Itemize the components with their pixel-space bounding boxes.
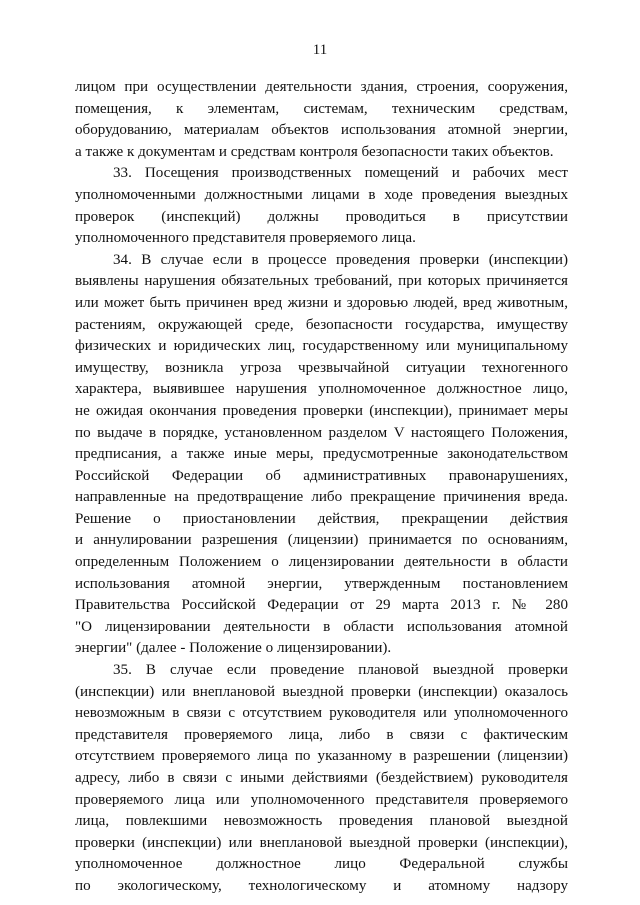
text-line: представителя проверяемого лица, либо в связи с фактическим	[75, 726, 568, 743]
text-line: использования атомной энергии, утвержденным постановлением	[75, 575, 568, 592]
text-line: уполномоченного представителя проверяемого лица.	[75, 230, 416, 247]
text-line: проверяемого лица или уполномоченного представителя проверяемого	[75, 791, 568, 808]
text-line: предписания, а также иные меры, предусмотренные законодательством	[75, 446, 568, 463]
text-line: и аннулировании разрешения (лицензии) принимается по основаниям,	[75, 532, 568, 549]
text-line: 34. В случае если в процессе проведения проверки (инспекции)	[113, 251, 568, 268]
text-line: Решение о приостановлении действия, прекращении действия	[75, 510, 568, 527]
text-line: направленные на предотвращение либо прекращение причинения вреда.	[75, 489, 568, 506]
text-line: имуществу, возникла угроза чрезвычайной ситуации техногенного	[75, 359, 568, 376]
text-line: (инспекции) или внеплановой выездной проверки (инспекции) оказалось	[75, 683, 568, 700]
text-line: отсутствием проверяемого лица по указанному в разрешении (лицензии)	[75, 748, 568, 765]
page-number: 11	[312, 42, 328, 58]
text-line: "О лицензировании деятельности в области использования атомной	[75, 618, 568, 635]
text-line: оборудованию, материалам объектов использования атомной энергии,	[75, 122, 568, 139]
text-line: адресу, либо в связи с иными действиями (бездействием) руководителя	[75, 770, 568, 786]
text-line: а также к документам и средствам контроля безопасности таких объектов.	[75, 143, 554, 160]
text-line: выявлены нарушения обязательных требований, при которых причиняется	[75, 273, 568, 290]
text-line: растениям, окружающей среде, безопасности государства, имуществу	[75, 316, 568, 333]
text-line: определенным Положением о лицензировании деятельности в области	[75, 554, 568, 571]
text-line: энергии" (далее - Положение о лицензировании).	[75, 640, 392, 657]
text-line: уполномоченное должностное лицо Федеральной службы	[75, 856, 568, 873]
text-line: невозможным в связи с отсутствием руководителя или уполномоченного	[75, 705, 568, 722]
text-line: Правительства Российской Федерации от 29 марта 2013 г. № 280	[75, 597, 568, 614]
text-line: лица, повлекшими невозможность проведения плановой выездной	[75, 813, 568, 830]
text-line: физических и юридических лиц, государственному или муниципальному	[75, 338, 568, 355]
text-line: характера, выявившее нарушения уполномоченное должностное лицо,	[75, 381, 568, 398]
text-line: Российской Федерации об административных правонарушениях,	[75, 467, 568, 484]
text-line: по экологическому, технологическому и атомному надзору	[75, 877, 568, 894]
text-line: 35. В случае если проведение плановой выездной проверки	[113, 662, 568, 679]
text-line: проверки (инспекции) или внеплановой выездной проверки (инспекции),	[75, 834, 568, 851]
text-line: по выдаче в порядке, установленном разделом V настоящего Положения,	[75, 424, 568, 441]
text-line: помещения, к элементам, системам, техническим средствам,	[75, 100, 568, 117]
text-line: проверок (инспекций) должны проводиться в присутствии	[75, 208, 568, 225]
text-line: 33. Посещения производственных помещений и рабочих мест	[113, 165, 568, 182]
text-line: уполномоченными должностными лицами в ходе проведения выездных	[75, 186, 568, 203]
text-line: лицом при осуществлении деятельности здания, строения, сооружения,	[75, 79, 568, 95]
body-text	[75, 77, 568, 898]
text-line: или может быть причинен вред жизни и здоровью людей, вред животным,	[75, 294, 568, 311]
text-line: не ожидая окончания проведения проверки (инспекции), принимает меры	[75, 402, 568, 419]
